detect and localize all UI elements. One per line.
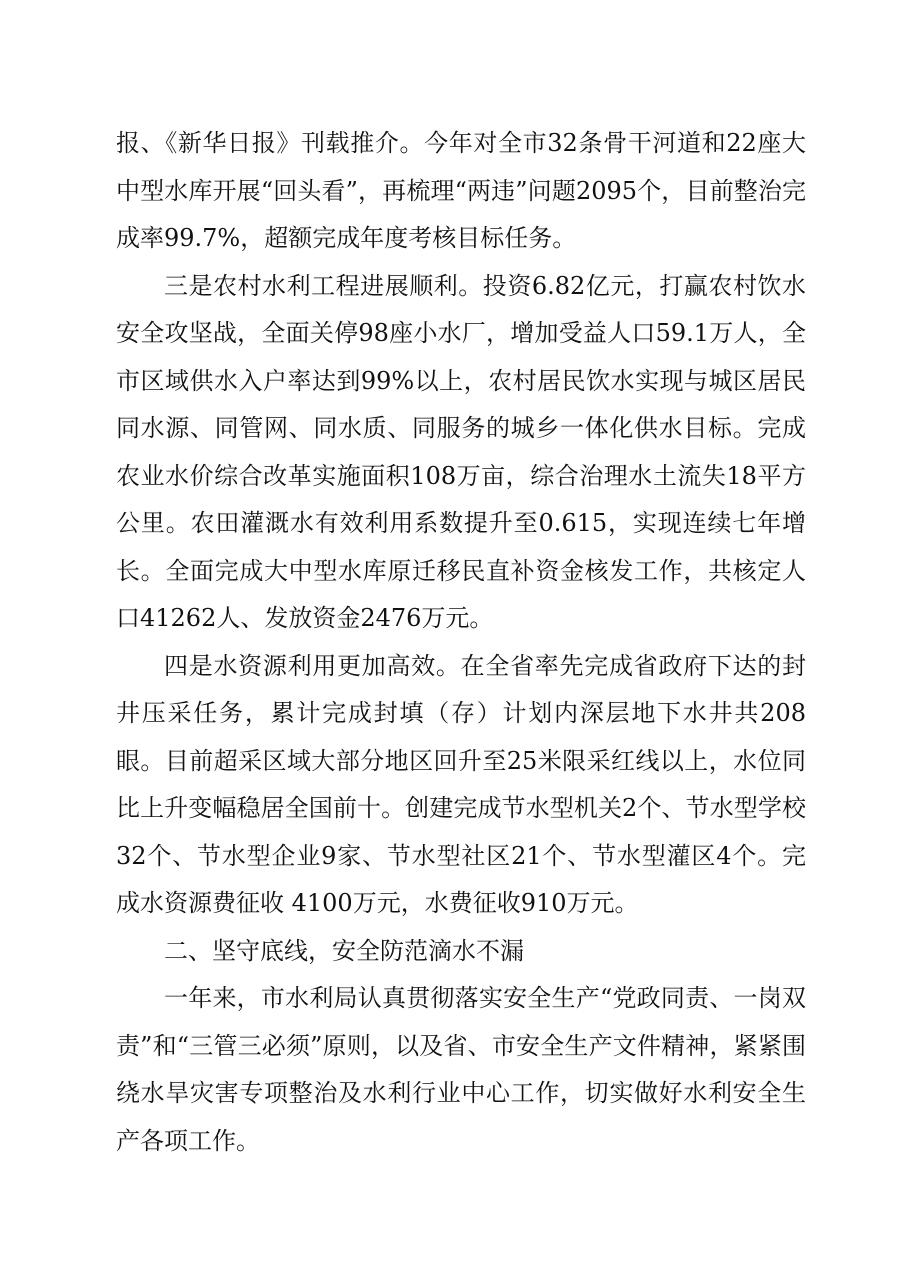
paragraph-water-resource-use: 四是水资源利用更加高效。在全省率先完成省政府下达的封井压采任务，累计完成封填（存）计划内深层地下水井共208眼。目前超采区域大部分地区回升至25米限采红线以上，水位同比上升变幅稳居全国前十。创建完成节水型机关2个、节水型学校32个、节水型企业9家、节水型社区21个、节水型灌区4个。完成水资源费征收 4100万元，水费征收910万元。: [116, 651, 806, 917]
paragraph-continued-report: 报、《新华日报》刊载推介。今年对全市32条骨干河道和22座大中型水库开展“回头看”，再梳理“两违”问题2095个，目前整治完成率99.7%，超额完成年度考核目标任务。: [116, 129, 806, 252]
section-heading-safety: 二、坚守底线，安全防范滴水不漏: [164, 936, 524, 965]
document-body: [116, 120, 806, 1165]
paragraph-safety-production: 一年来，市水利局认真贯彻落实安全生产“党政同责、一岗双责”和“三管三必须”原则，以及省、市安全生产文件精神，紧紧围绕水旱灾害专项整治及水利行业中心工作，切实做好水利安全生产各项工作。: [116, 984, 806, 1155]
paragraph-rural-water-projects: 三是农村水利工程进展顺利。投资6.82亿元，打赢农村饮水安全攻坚战，全面关停98座小水厂，增加受益人口59.1万人，全市区域供水入户率达到99%以上，农村居民饮水实现与城区居民同水源、同管网、同水质、同服务的城乡一体化供水目标。完成农业水价综合改革实施面积108万亩，综合治理水土流失18平方公里。农田灌溉水有效利用系数提升至0.615，实现连续七年增长。全面完成大中型水库原迁移民直补资金核发工作，共核定人口41262人、发放资金2476万元。: [116, 271, 806, 632]
